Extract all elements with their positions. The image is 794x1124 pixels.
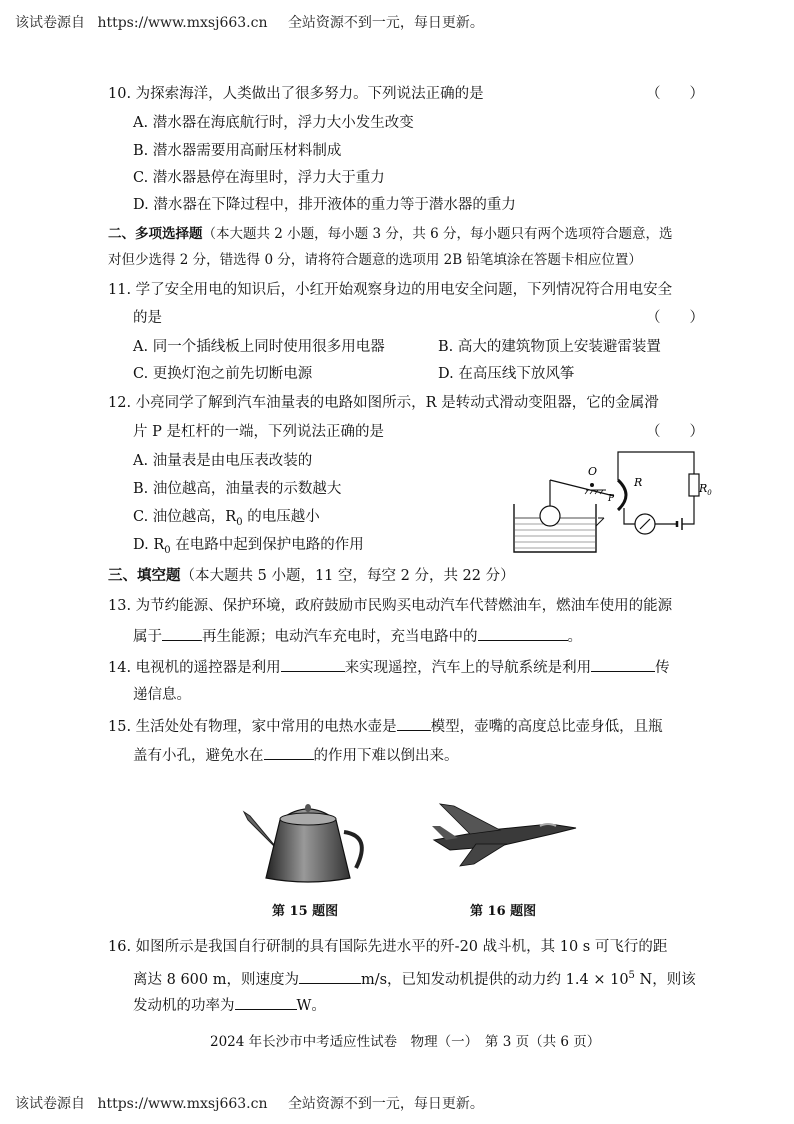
q16-blank-2[interactable] (235, 995, 297, 1010)
q12-option-d-tail: 在电路中起到保护电路的作用 (170, 537, 364, 553)
q14-line2: 递信息。 (133, 687, 191, 703)
q11-answer-paren: （ ） (646, 310, 704, 326)
q16-exponent: 5 (628, 970, 635, 981)
section3-title: 三、填空题 (108, 567, 181, 584)
q13-text-c: 。 (567, 629, 582, 645)
section2-title: 二、多项选择题 (108, 226, 203, 242)
q16-text-e: W。 (296, 998, 326, 1014)
kettle-illustration (238, 790, 378, 890)
label-r0: $R_0$ (699, 482, 712, 497)
q16-line3 (133, 995, 326, 1016)
q16-line1: 16. 如图所示是我国自行研制的具有国际先进水平的歼-20 战斗机，其 10 s 可飞行的距 (108, 939, 668, 955)
section3-desc: （本大题共 5 小题，11 空，每空 2 分，共 22 分） (180, 568, 515, 584)
watermark-url[interactable]: https://www.mxsj663.cn (97, 15, 268, 31)
q16-text-c: N，则该 (634, 971, 696, 988)
q10-option-d: D. 潜水器在下降过程中，排开液体的重力等于潜水器的重力 (133, 197, 516, 213)
q13-blank-2[interactable] (478, 626, 568, 641)
q15-text-c: 盖有小孔，避免水在 (133, 748, 264, 764)
q15-blank-1[interactable] (397, 716, 431, 731)
q10-stem: 10. 为探索海洋，人类做出了很多努力。下列说法正确的是 (108, 86, 484, 102)
q13-text-b: 再生能源；电动汽车充电时，充当电路中的 (202, 629, 478, 645)
q14-text-b: 来实现遥控，汽车上的导航系统是利用 (344, 660, 592, 676)
q11-option-d: D. 在高压线下放风筝 (438, 366, 575, 382)
section2-desc-line1: （本大题共 2 小题，每小题 3 分，共 6 分，每小题只有两个选项符合题意，选 (202, 226, 673, 242)
q12-option-b: B. 油位越高，油量表的示数越大 (133, 481, 342, 497)
q16-text-b: m/s，已知发动机提供的动力约 1.4 × 10 (360, 971, 629, 988)
sliding-rheostat-r-symbol (618, 480, 626, 510)
q15-text-a: 15. 生活处处有物理，家中常用的电热水壶是 (108, 719, 397, 735)
q14-text-c: 传 (655, 660, 670, 676)
watermark-site-label: 该试卷源自 (15, 15, 85, 31)
q12-fuel-gauge-circuit-diagram (510, 440, 710, 558)
q10-option-b: B. 潜水器需要用高耐压材料制成 (133, 143, 342, 159)
q16-text-d: 发动机的功率为 (133, 998, 235, 1014)
q14-line1 (108, 657, 670, 678)
q16-line2 (133, 966, 696, 990)
figure-16-caption: 第 16 题图 (470, 904, 537, 919)
q12-option-d-sub: 0 (164, 544, 171, 556)
label-o: O (588, 465, 598, 478)
section2-header (108, 224, 673, 244)
q11-option-c: C. 更换灯泡之前先切断电源 (133, 366, 313, 382)
q13-blank-1[interactable] (162, 626, 202, 641)
q13-line1: 13. 为节约能源、保护环境，政府鼓励市民购买电动汽车代替燃油车，燃油车使用的能源 (108, 598, 673, 614)
lever-arm (550, 480, 614, 496)
resistor-r0-symbol (689, 474, 699, 496)
q12-option-a: A. 油量表是由电压表改装的 (133, 453, 313, 469)
section2-desc-line2: 对但少选得 2 分，错选得 0 分，请将符合题意的选项用 2B 铅笔填涂在答题卡相应位置） (108, 252, 642, 268)
q15-text-d: 的作用下难以倒出来。 (313, 748, 459, 764)
q12-option-d-text: D. R (133, 537, 165, 553)
q11-option-b: B. 高大的建筑物顶上安装避雷装置 (438, 339, 661, 355)
watermark-slogan: 全站资源不到一元，每日更新。 (287, 15, 484, 31)
q12-option-c-tail: 的电压越小 (242, 509, 320, 525)
top-watermark (15, 12, 484, 32)
q11-stem-line2: 的是 (133, 310, 162, 326)
q12-stem-line2: 片 P 是杠杆的一端，下列说法正确的是 (133, 424, 384, 440)
q12-option-c-sub: 0 (236, 516, 243, 528)
q10-answer-paren: （ ） (646, 86, 704, 102)
float-ball (540, 506, 560, 526)
q10-option-a: A. 潜水器在海底航行时，浮力大小发生改变 (133, 115, 414, 131)
q15-text-b: 模型，壶嘴的高度总比壶身低，且瓶 (430, 719, 663, 735)
page-footer: 2024 年长沙市中考适应性试卷 物理（一） 第 3 页（共 6 页） (210, 1034, 601, 1050)
q14-blank-2[interactable] (591, 657, 655, 672)
bottom-watermark (15, 1093, 484, 1113)
watermark-slogan-bottom: 全站资源不到一元，每日更新。 (287, 1096, 484, 1112)
q15-blank-2[interactable] (264, 745, 314, 760)
q11-option-a: A. 同一个插线板上同时使用很多用电器 (133, 339, 385, 355)
q12-answer-paren: （ ） (646, 424, 704, 440)
q13-line2 (133, 626, 582, 647)
q16-blank-1[interactable] (299, 969, 361, 984)
q14-blank-1[interactable] (281, 657, 345, 672)
watermark-site-label-bottom: 该试卷源自 (15, 1096, 85, 1112)
q12-stem-line1: 12. 小亮同学了解到汽车油量表的电路如图所示，R 是转动式滑动变阻器，它的金属滑 (108, 395, 659, 411)
j20-fighter-jet-illustration (430, 800, 580, 870)
q16-text-a: 离达 8 600 m，则速度为 (133, 971, 299, 988)
label-r: R (634, 476, 643, 489)
q12-option-c (133, 507, 320, 533)
q15-line1 (108, 716, 663, 737)
q11-stem-line1: 11. 学了安全用电的知识后，小红开始观察身边的用电安全问题，下列情况符合用电安全 (108, 282, 673, 298)
q15-line2 (133, 745, 459, 766)
q13-text-a: 属于 (133, 629, 162, 645)
q12-option-c-text: C. 油位越高，R (133, 509, 237, 525)
label-p: P (608, 494, 615, 504)
q12-option-d (133, 535, 364, 561)
figure-15-caption: 第 15 题图 (272, 904, 339, 919)
q14-text-a: 14. 电视机的遥控器是利用 (108, 660, 281, 676)
watermark-url-bottom[interactable]: https://www.mxsj663.cn (97, 1096, 268, 1112)
q10-option-c: C. 潜水器悬停在海里时，浮力大于重力 (133, 170, 385, 186)
section3-header (108, 566, 515, 586)
